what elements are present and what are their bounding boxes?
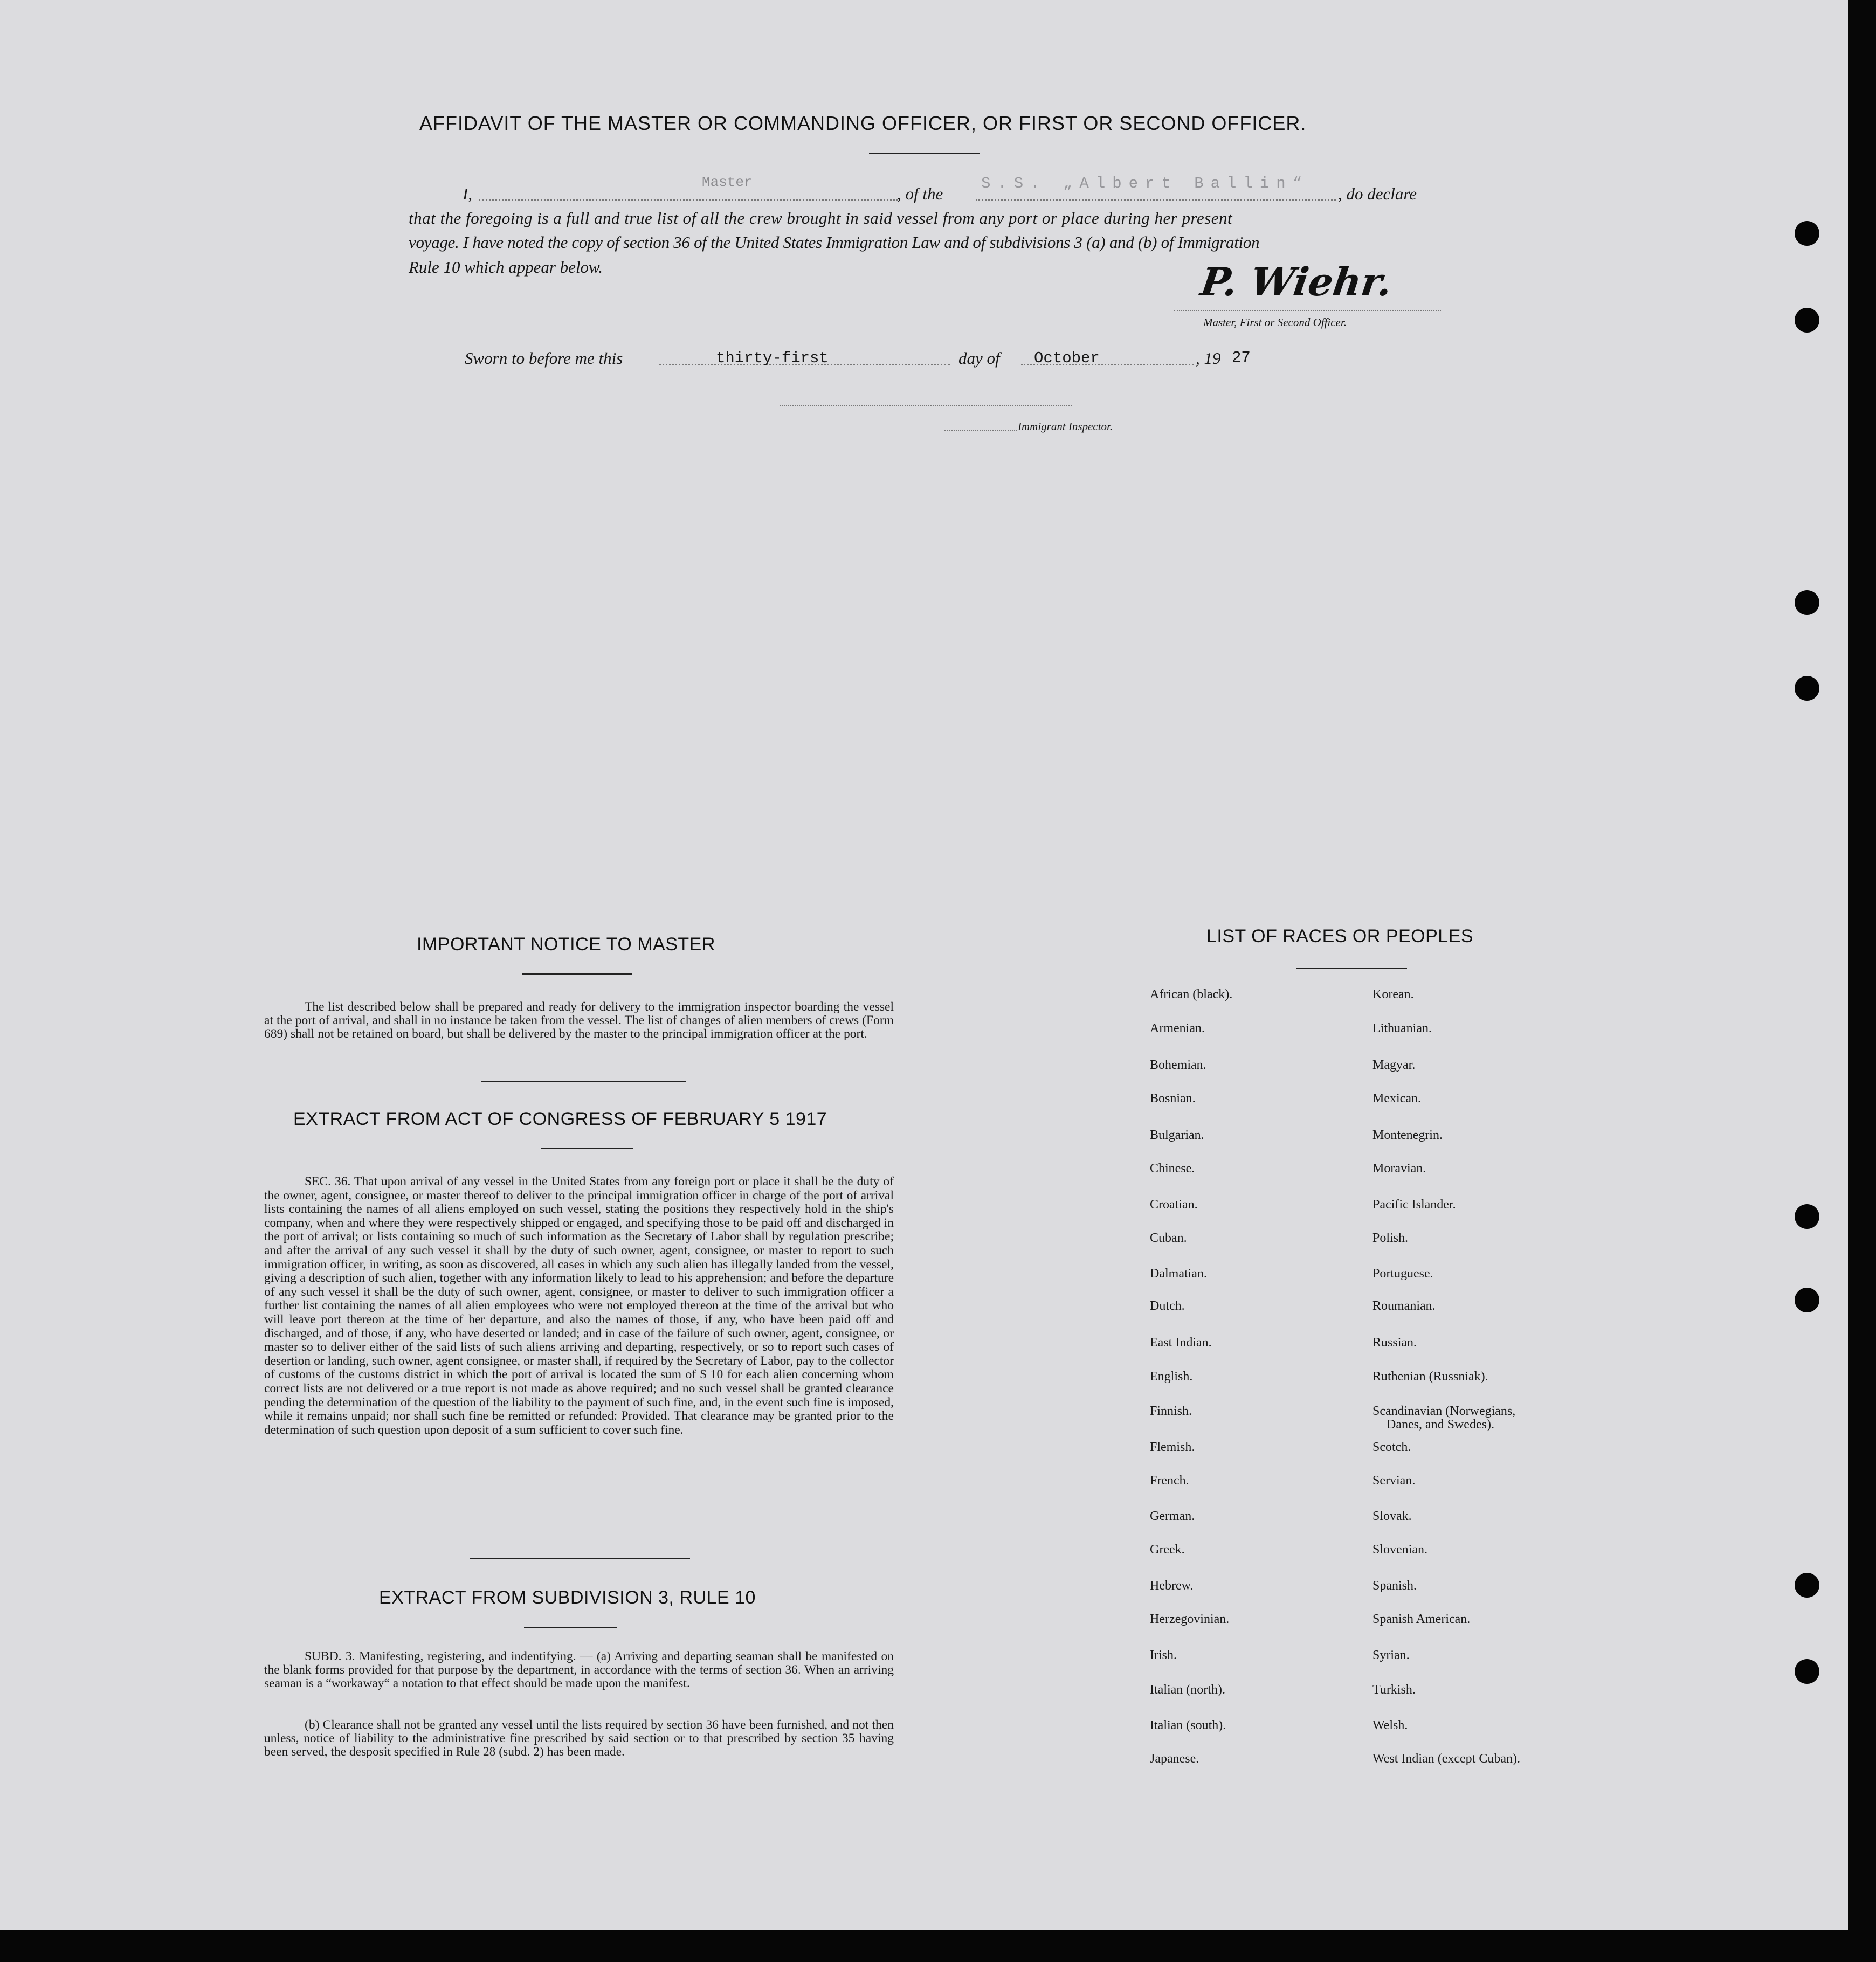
- inspector-dotline-top: [780, 405, 1072, 406]
- race-left-22: Italian (south).: [1150, 1718, 1226, 1732]
- punch-hole: [1795, 676, 1819, 701]
- race-right-10: Roumanian.: [1372, 1299, 1436, 1313]
- notice-separator: [481, 1081, 686, 1082]
- race-right-3: Magyar.: [1372, 1058, 1416, 1072]
- inspector-caption: Immigrant Inspector.: [1018, 420, 1113, 433]
- race-left-19: Herzegovinian.: [1150, 1612, 1230, 1626]
- affidavit-title: AFFIDAVIT OF THE MASTER OR COMMANDING OFFICER, OR FIRST OR SECOND OFFICER.: [419, 112, 1307, 134]
- race-right-11: Russian.: [1372, 1336, 1417, 1350]
- inspector-dotline: [944, 430, 1017, 431]
- punch-hole: [1795, 1288, 1819, 1312]
- race-right-13: Scandinavian (Norwegians,: [1372, 1404, 1516, 1418]
- race-left-12: English.: [1150, 1370, 1193, 1384]
- punch-hole: [1795, 1204, 1819, 1229]
- day-of-label: day of: [958, 349, 1000, 368]
- race-left-8: Cuban.: [1150, 1231, 1187, 1245]
- punch-hole: [1795, 308, 1819, 333]
- race-left-7: Croatian.: [1150, 1198, 1198, 1212]
- race-right-19: Spanish American.: [1372, 1612, 1471, 1626]
- act-extract-separator: [470, 1558, 690, 1559]
- punch-hole: [1795, 590, 1819, 615]
- race-left-1: African (black).: [1150, 987, 1233, 1001]
- race-left-16: German.: [1150, 1509, 1195, 1523]
- affidavit-line-2: that the foregoing is a full and true list of all the crew brought in said vessel from any port or place during her present: [409, 209, 1233, 227]
- notice-text: The list described below shall be prepared and ready for delivery to the immigration inspector boarding the vessel at the port of arrival, and shall in no instance be taken from the vessel. The list of changes of alien members of crews (Form 689) shall not be retained on board, but shall be delivered by the master to the principal immigration officer at the port.: [264, 1000, 894, 1041]
- race-left-18: Hebrew.: [1150, 1579, 1194, 1593]
- race-right-15: Servian.: [1372, 1474, 1416, 1488]
- notice-underline: [522, 973, 632, 975]
- race-right-8: Polish.: [1372, 1231, 1409, 1245]
- race-left-4: Bosnian.: [1150, 1091, 1196, 1106]
- race-right-14: Scotch.: [1372, 1440, 1411, 1454]
- scan-border-right: [1848, 0, 1876, 1962]
- officer-value: Master: [702, 174, 753, 190]
- sworn-label: Sworn to before me this: [465, 349, 623, 368]
- race-right-23: West Indian (except Cuban).: [1372, 1752, 1520, 1766]
- race-right-12: Ruthenian (Russniak).: [1372, 1370, 1488, 1384]
- vessel-dotline: [976, 199, 1336, 201]
- officer-dotline: [479, 199, 898, 201]
- punch-hole: [1795, 221, 1819, 246]
- race-left-5: Bulgarian.: [1150, 1128, 1204, 1142]
- act-extract-text: SEC. 36. That upon arrival of any vessel in the United States from any foreign port or place it shall be the duty of the owner, agent, consignee, or master thereof to deliver to the principal immigration officer in charge of the port of arrival lists containing the names of all aliens employed on such vessel, stating the positions they respectively hold in the ship's company, when and where they were respectively shipped or engaged, and specifying those to be paid off and discharged in the port of arrival; or lists containing so much of such information as the Secretary of Labor shall by regulation prescribe; and after the arrival of any such vessel it shall by the duty of such owner, agent, consignee, or master to report to such immigration officer, in writing, as soon as discovered, all cases in which any such alien has illegally landed from the vessel, giving a description of such alien, together with any information likely to lead to his apprehension; and before the departure of any such vessel it shall be the duty of such owner, agent, consignee, or master to deliver to such immigration officer a further list containing the names of all alien employees who were not employed thereon at the time of the arrival but who will leave port thereon at the time of her departure, and also the names of those, if any, who have been paid off and discharged, and of those, if any, who have deserted or landed; and in case of the failure of such owner, agent, consignee, or master so to deliver either of the said lists of such aliens arriving and departing, respectively, or so to report such cases of desertion or landing, such owner, agent consignee, or master shall, if required by the Secretary of Labor, pay to the collector of customs of the customs district in which the port of arrival is located the sum of $ 10 for each alien concerning whom correct lists are not delivered or a true report is not made as above required; and no such vessel shall be granted clearance pending the determination of the question of the liability to the payment of such fine, and, in the event such fine is imposed, while it remains unpaid; nor shall such fine be remitted or refunded: Provided. That clearance may be granted prior to the determination of such question upon deposit of a sum sufficient to cover such fine.: [264, 1175, 894, 1437]
- races-underline: [1296, 968, 1407, 969]
- race-left-9: Dalmatian.: [1150, 1267, 1207, 1281]
- master-signature: P. Wiehr.: [1198, 259, 1395, 305]
- do-declare-label: , do declare: [1338, 184, 1417, 203]
- race-left-2: Armenian.: [1150, 1021, 1205, 1035]
- race-right-16: Slovak.: [1372, 1509, 1412, 1523]
- races-title: LIST OF RACES OR PEOPLES: [1206, 926, 1474, 947]
- race-left-23: Japanese.: [1150, 1752, 1199, 1766]
- year-value: 27: [1232, 349, 1251, 367]
- of-the-label: , of the: [897, 184, 943, 203]
- punch-hole: [1795, 1659, 1819, 1684]
- subdivision-underline: [524, 1627, 617, 1628]
- title-underline: [869, 153, 980, 154]
- scan-border-bottom: [0, 1930, 1876, 1962]
- act-extract-underline: [541, 1148, 633, 1149]
- race-right-4: Mexican.: [1372, 1091, 1421, 1106]
- race-right-13-cont: Danes, and Swedes).: [1387, 1418, 1494, 1432]
- notice-title: IMPORTANT NOTICE TO MASTER: [417, 934, 715, 955]
- affidavit-line-4: Rule 10 which appear below.: [409, 258, 603, 277]
- race-left-3: Bohemian.: [1150, 1058, 1206, 1072]
- race-left-20: Irish.: [1150, 1648, 1177, 1662]
- subdivision-title: EXTRACT FROM SUBDIVISION 3, RULE 10: [379, 1587, 756, 1608]
- affidavit-line-3: voyage. I have noted the copy of section 36 of the United States Immigration Law and of subdivisions 3 (a) and (b) of Immigration: [409, 233, 1260, 252]
- race-left-17: Greek.: [1150, 1543, 1185, 1557]
- subdivision-para-2: (b) Clearance shall not be granted any vessel until the lists required by section 36 have been furnished, and not then unless, notice of liability to the administrative fine prescribed by said section or to that prescribed by section 35 having been served, the desposit specified in Rule 28 (subd. 2) has been made.: [264, 1718, 894, 1759]
- race-right-22: Welsh.: [1372, 1718, 1408, 1732]
- race-left-10: Dutch.: [1150, 1299, 1185, 1313]
- race-right-7: Pacific Islander.: [1372, 1198, 1456, 1212]
- vessel-value: S.S. „Albert Ballin“: [981, 175, 1309, 192]
- race-left-21: Italian (north).: [1150, 1683, 1225, 1697]
- race-left-11: East Indian.: [1150, 1336, 1212, 1350]
- punch-hole: [1795, 1573, 1819, 1598]
- affidavit-i-label: I,: [463, 184, 473, 203]
- race-right-2: Lithuanian.: [1372, 1021, 1432, 1035]
- race-left-14: Flemish.: [1150, 1440, 1195, 1454]
- race-left-15: French.: [1150, 1474, 1189, 1488]
- race-right-9: Portuguese.: [1372, 1267, 1433, 1281]
- signature-caption: Master, First or Second Officer.: [1203, 316, 1347, 329]
- race-right-1: Korean.: [1372, 987, 1414, 1001]
- race-left-6: Chinese.: [1150, 1162, 1195, 1176]
- race-right-20: Syrian.: [1372, 1648, 1410, 1662]
- race-right-18: Spanish.: [1372, 1579, 1417, 1593]
- signature-dotline: [1174, 310, 1441, 311]
- act-extract-title: EXTRACT FROM ACT OF CONGRESS OF FEBRUARY 5 1917: [293, 1109, 827, 1129]
- race-right-6: Moravian.: [1372, 1162, 1426, 1176]
- subdivision-para-1: SUBD. 3. Manifesting, registering, and indentifying. — (a) Arriving and departing seaman shall be manifested on the blank forms provided for that purpose by the department, in accordance with the terms of section 36. When an arriving seaman is a “workaway“ a notation to that effect should be made upon the manifest.: [264, 1649, 894, 1691]
- sworn-day-value: thirty-first: [716, 349, 829, 367]
- race-right-21: Turkish.: [1372, 1683, 1416, 1697]
- month-value: October: [1034, 349, 1100, 367]
- year-prefix: , 19: [1196, 349, 1221, 368]
- race-right-17: Slovenian.: [1372, 1543, 1427, 1557]
- race-right-5: Montenegrin.: [1372, 1128, 1443, 1142]
- race-left-13: Finnish.: [1150, 1404, 1192, 1418]
